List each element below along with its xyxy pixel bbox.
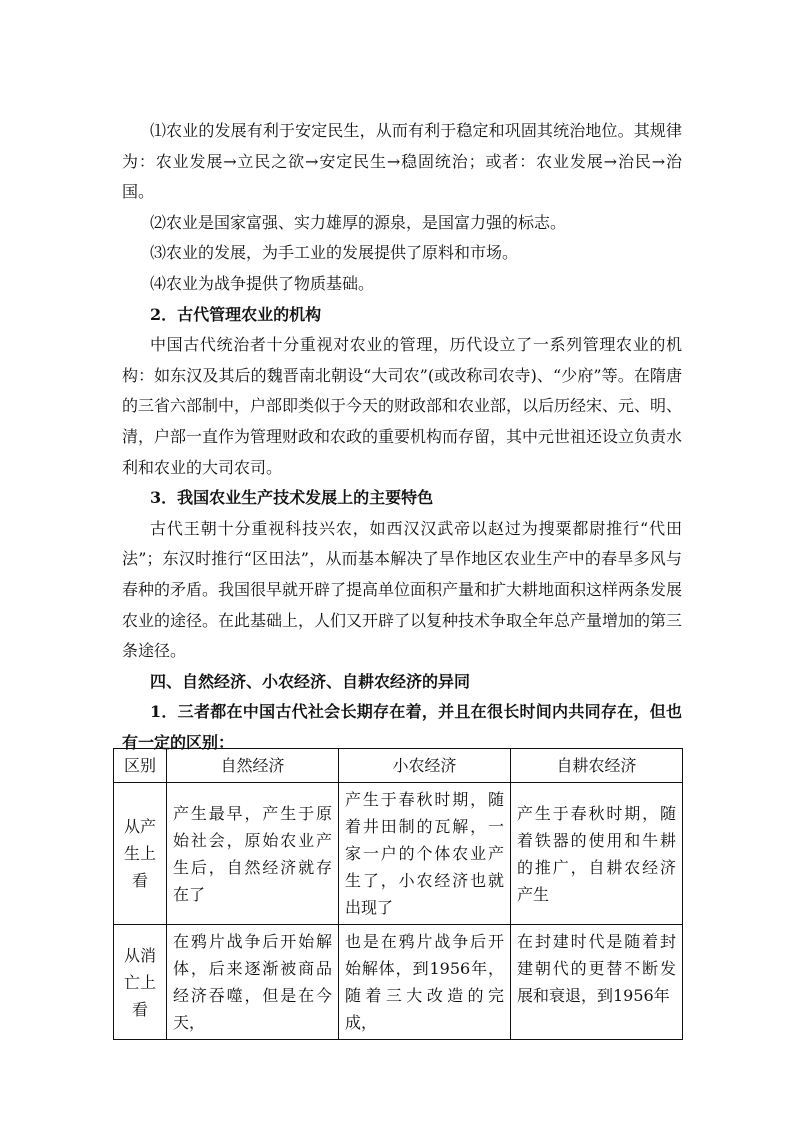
section-heading-economies: 四、自然经济、小农经济、自耕农经济的异同 (150, 671, 471, 691)
row-label: 从产生上看 (114, 783, 167, 925)
table-cell: 产生于春秋时期，随着井田制的瓦解，一家一户的个体农业产生了，小农经济也就出现了 (339, 783, 511, 925)
paragraph-agriculture-wealth: ⑵农业是国家富强、实力雄厚的源泉，是国富力强的标志。 (150, 212, 567, 232)
table-header-cell: 自然经济 (167, 749, 339, 783)
table-cell: 产生最早，产生于原始社会，原始农业产生后，自然经济就存在了 (167, 783, 339, 925)
heading-economies-comparison: 1．三者都在中国古代社会长期存在着，并且在很长时间内共同存在，但也有一定的区别： (122, 702, 682, 752)
table-cell: 也是在鸦片战争后开始解体，到1956年，随着三大改造的完成， (339, 925, 511, 1040)
paragraph-agriculture-stability: ⑴农业的发展有利于安定民生，从而有利于稳定和巩固其统治地位。其规律为：农业发展→立民之欲→安定民生→稳固统治；或者：农业发展→治民→治国。 (122, 121, 682, 202)
table-header-cell: 自耕农经济 (511, 749, 683, 783)
paragraph-agriculture-war: ⑷农业为战争提供了物质基础。 (150, 273, 375, 293)
table-header-cell: 区别 (114, 749, 167, 783)
table-row (114, 783, 683, 925)
body-text (122, 116, 682, 758)
paragraph-agriculture-institutions: 中国古代统治者十分重视对农业的管理，历代设立了一系列管理农业的机构：如东汉及其后的魏晋南北朝设“大司农”(或改称司农寺)、“少府”等。在隋唐的三省六部制中，户部即类似于今天的财政部和农业部，以后历经宋、元、明、清，户部一直作为管理财政和农政的重要机构而存留，其中元世祖还设立负责水利和农业的大司农司。 (122, 335, 683, 477)
table-header-cell: 小农经济 (339, 749, 511, 783)
heading-agriculture-technology: 3．我国农业生产技术发展上的主要特色 (150, 488, 434, 508)
paragraph-agriculture-handicraft: ⑶农业的发展，为手工业的发展提供了原料和市场。 (150, 243, 519, 263)
row-label: 从消亡上看 (114, 925, 167, 1040)
paragraph-agriculture-technology: 古代王朝十分重视科技兴农，如西汉汉武帝以赵过为搜粟都尉推行“代田法”；东汉时推行“区田法”，从而基本解决了旱作地区农业生产中的春旱多风与春种的矛盾。我国很早就开辟了提高单位面积产量和扩大耕地面积这样两条发展农业的途径。在此基础上，人们又开辟了以复种技术争取全年总产量增加的第三条途径。 (122, 518, 683, 661)
table-cell: 在封建时代是随着封建朝代的更替不断发展和衰退，到1956年 (511, 925, 683, 1040)
comparison-table (113, 748, 683, 1040)
table-cell: 产生于春秋时期，随着铁器的使用和牛耕的推广，自耕农经济产生 (511, 783, 683, 925)
table-cell: 在鸦片战争后开始解体，后来逐渐被商品经济吞噬，但是在今天， (167, 925, 339, 1040)
heading-agriculture-institutions: 2．古代管理农业的机构 (150, 304, 322, 324)
table-row (114, 925, 683, 1040)
table-header-row (114, 749, 683, 783)
